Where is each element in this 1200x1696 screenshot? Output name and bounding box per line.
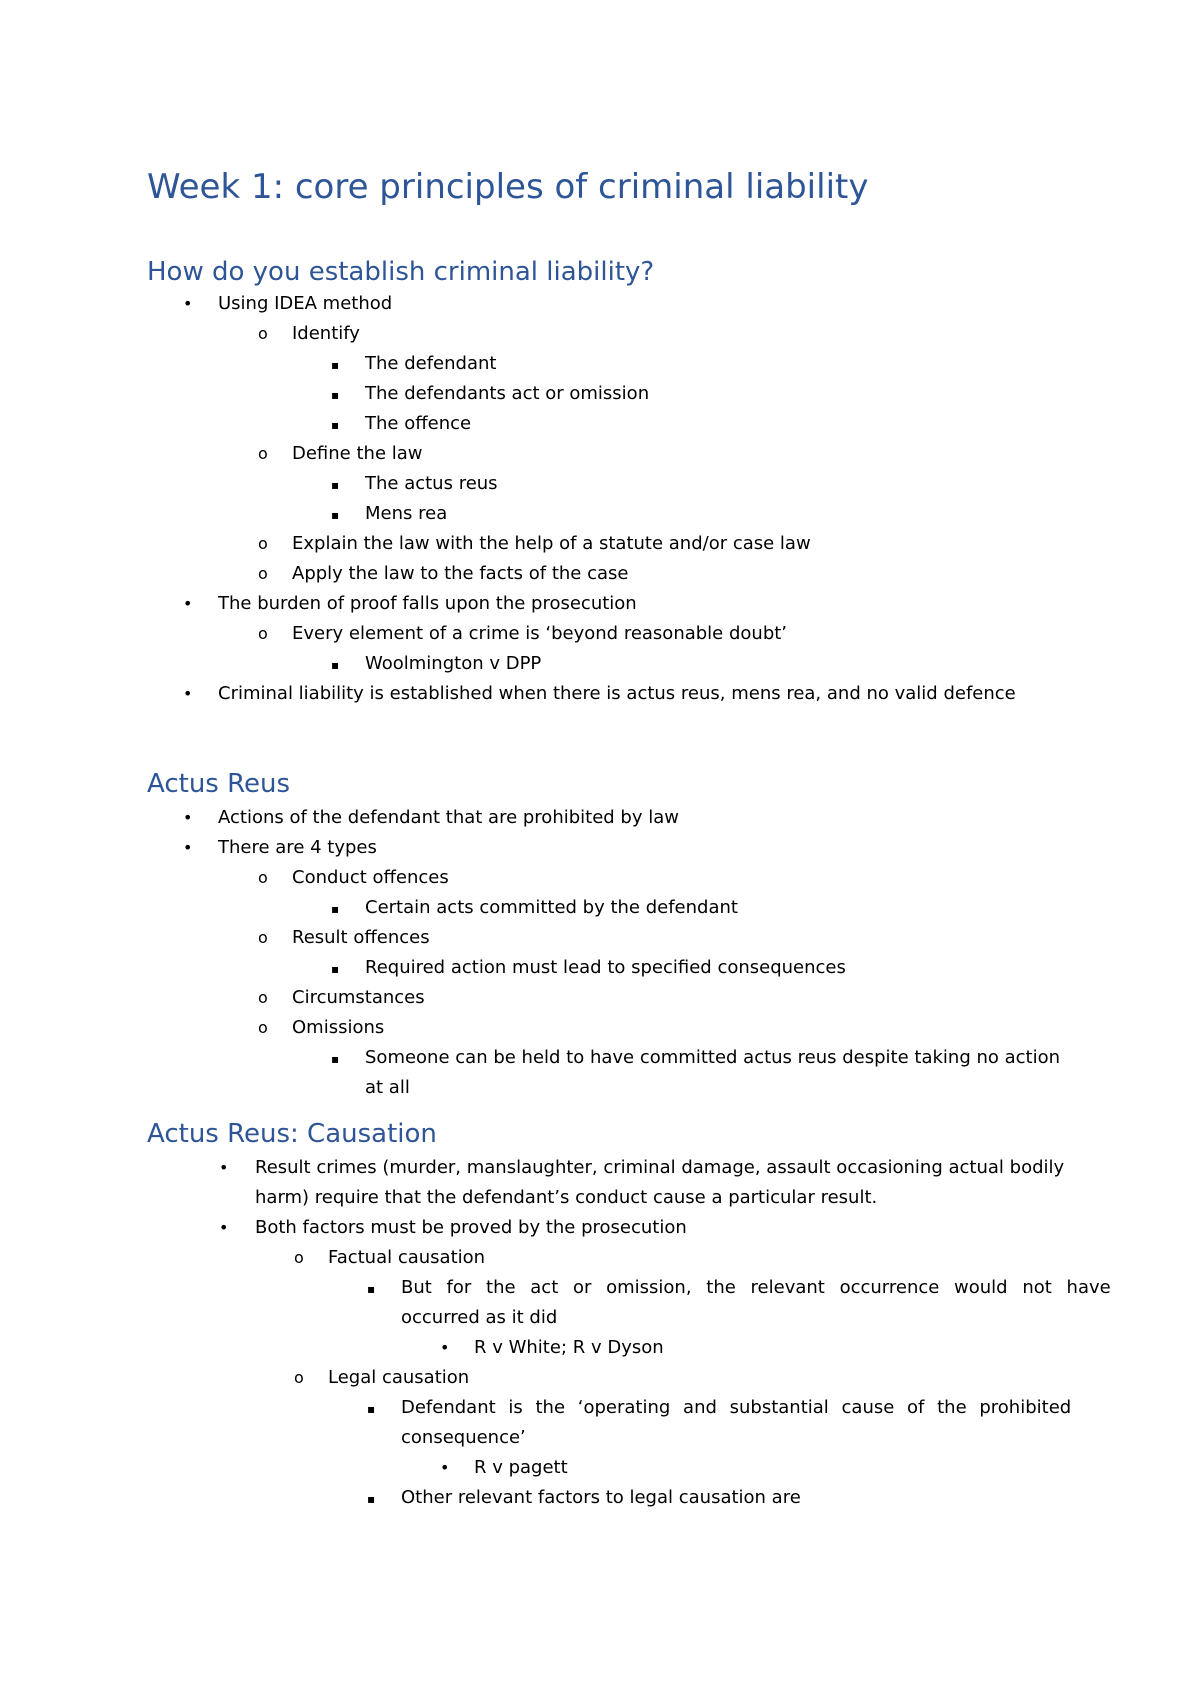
section-heading-causation: Actus Reus: Causation: [147, 1119, 437, 1149]
bullet-marker: ▪: [331, 902, 340, 916]
bullet-marker: ▪: [367, 1492, 376, 1506]
list-item: The defendant: [365, 353, 497, 374]
list-item: Both factors must be proved by the prosecution: [255, 1217, 687, 1238]
bullet-marker: ▪: [331, 478, 340, 492]
list-item: The offence: [365, 413, 472, 434]
list-item: There are 4 types: [218, 837, 377, 858]
list-item: Legal causation: [328, 1367, 470, 1388]
list-item: Defendant is the ‘operating and substantial cause of the prohibited: [401, 1397, 1072, 1418]
list-item: Required action must lead to specified consequences: [365, 957, 846, 978]
list-item: Someone can be held to have committed actus reus despite taking no action: [365, 1047, 1061, 1068]
section-heading-actus-reus: Actus Reus: [147, 769, 291, 799]
bullet-marker: o: [294, 1248, 304, 1267]
bullet-marker: •: [183, 684, 193, 703]
bullet-marker: o: [258, 988, 268, 1007]
bullet-marker: ▪: [331, 658, 340, 672]
bullet-marker: •: [219, 1158, 229, 1177]
list-item: Certain acts committed by the defendant: [365, 897, 738, 918]
bullet-marker: o: [258, 928, 268, 947]
list-item: The actus reus: [365, 473, 498, 494]
list-item: Actions of the defendant that are prohibited by law: [218, 807, 679, 828]
list-item-continuation: at all: [365, 1077, 410, 1098]
bullet-marker: •: [440, 1458, 450, 1477]
bullet-marker: ▪: [331, 1052, 340, 1066]
list-item: Identify: [292, 323, 360, 344]
list-item: Other relevant factors to legal causation are: [401, 1487, 801, 1508]
list-item: Result offences: [292, 927, 430, 948]
list-item: The defendants act or omission: [365, 383, 650, 404]
list-item: Omissions: [292, 1017, 385, 1038]
list-item-continuation: occurred as it did: [401, 1307, 558, 1328]
bullet-marker: ▪: [367, 1402, 376, 1416]
list-item: Conduct offences: [292, 867, 449, 888]
list-item: Define the law: [292, 443, 423, 464]
bullet-marker: ▪: [367, 1282, 376, 1296]
bullet-marker: o: [294, 1368, 304, 1387]
list-item: Every element of a crime is ‘beyond reasonable doubt’: [292, 623, 788, 644]
bullet-marker: •: [183, 838, 193, 857]
page-title: Week 1: core principles of criminal liability: [147, 167, 869, 207]
section-heading-establish-liability: How do you establish criminal liability?: [147, 257, 655, 287]
bullet-marker: o: [258, 534, 268, 553]
bullet-marker: ▪: [331, 358, 340, 372]
bullet-marker: o: [258, 444, 268, 463]
bullet-marker: ▪: [331, 418, 340, 432]
bullet-marker: •: [183, 294, 193, 313]
list-item: R v pagett: [474, 1457, 568, 1478]
list-item: Factual causation: [328, 1247, 486, 1268]
bullet-marker: o: [258, 1018, 268, 1037]
bullet-marker: o: [258, 868, 268, 887]
bullet-marker: o: [258, 624, 268, 643]
list-item: Explain the law with the help of a statute and/or case law: [292, 533, 811, 554]
bullet-marker: •: [183, 594, 193, 613]
list-item: Mens rea: [365, 503, 448, 524]
list-item: R v White; R v Dyson: [474, 1337, 664, 1358]
bullet-marker: o: [258, 564, 268, 583]
bullet-marker: o: [258, 324, 268, 343]
list-item-continuation: consequence’: [401, 1427, 526, 1448]
bullet-marker: •: [183, 808, 193, 827]
bullet-marker: ▪: [331, 388, 340, 402]
bullet-marker: ▪: [331, 962, 340, 976]
bullet-marker: •: [219, 1218, 229, 1237]
list-item: Using IDEA method: [218, 293, 393, 314]
list-item: Woolmington v DPP: [365, 653, 542, 674]
list-item: Circumstances: [292, 987, 425, 1008]
list-item: Result crimes (murder, manslaughter, criminal damage, assault occasioning actual bodily: [255, 1157, 1065, 1178]
bullet-marker: ▪: [331, 508, 340, 522]
bullet-marker: •: [440, 1338, 450, 1357]
list-item: The burden of proof falls upon the prosecution: [218, 593, 637, 614]
list-item: Apply the law to the facts of the case: [292, 563, 629, 584]
list-item: But for the act or omission, the relevant occurrence would not have: [401, 1277, 1111, 1298]
list-item-continuation: harm) require that the defendant’s conduct cause a particular result.: [255, 1187, 878, 1208]
list-item: Criminal liability is established when there is actus reus, mens rea, and no valid defence: [218, 683, 1016, 704]
